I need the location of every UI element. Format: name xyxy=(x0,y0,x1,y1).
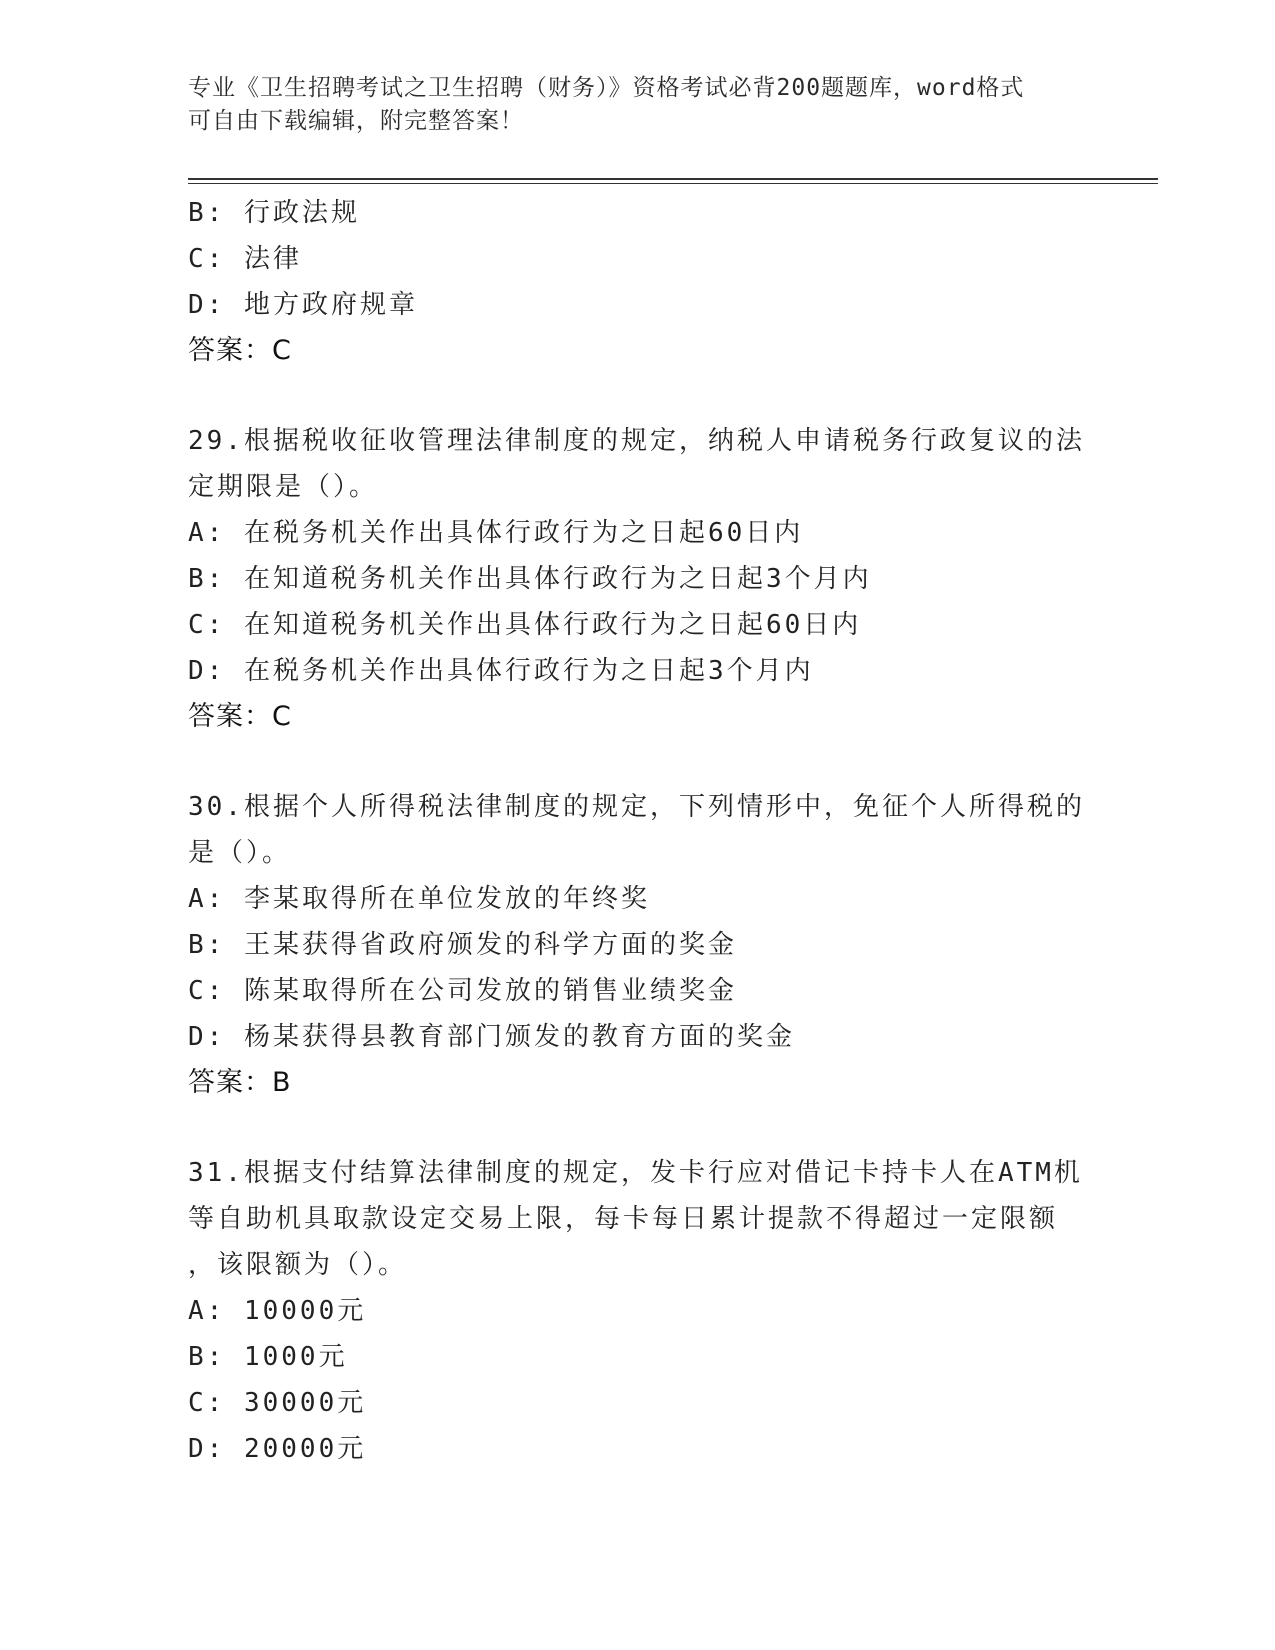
header-line-2: 可自由下载编辑，附完整答案！ xyxy=(188,108,524,134)
answer-line: 答案：C xyxy=(188,701,292,732)
option-b: B: 在知道税务机关作出具体行政行为之日起3个月内 xyxy=(188,564,872,594)
option-b: B: 王某获得省政府颁发的科学方面的奖金 xyxy=(188,930,737,960)
option-a: A: 李某取得所在单位发放的年终奖 xyxy=(188,884,650,914)
question-stem-line: 31.根据支付结算法律制度的规定，发卡行应对借记卡持卡人在ATM机 xyxy=(188,1158,1083,1188)
question-30 xyxy=(188,784,1088,1106)
option-c: C: 法律 xyxy=(188,244,302,274)
document-body xyxy=(188,190,1088,1472)
option-b: B: 行政法规 xyxy=(188,198,360,228)
answer-line: 答案：C xyxy=(188,335,292,366)
question-29 xyxy=(188,418,1088,740)
question-stem-line: ，该限额为（）。 xyxy=(188,1250,408,1280)
question-stem-line: 30.根据个人所得税法律制度的规定，下列情形中，免征个人所得税的 xyxy=(188,792,1085,822)
option-d: D: 在税务机关作出具体行政行为之日起3个月内 xyxy=(188,656,814,686)
question-31 xyxy=(188,1150,1088,1472)
option-c: C: 在知道税务机关作出具体行政行为之日起60日内 xyxy=(188,610,862,640)
option-c: C: 陈某取得所在公司发放的销售业绩奖金 xyxy=(188,976,737,1006)
option-a: A: 10000元 xyxy=(188,1296,367,1326)
option-a: A: 在税务机关作出具体行政行为之日起60日内 xyxy=(188,518,804,548)
option-d: D: 杨某获得县教育部门颁发的教育方面的奖金 xyxy=(188,1022,795,1052)
question-28-continuation xyxy=(188,190,1088,374)
answer-line: 答案：B xyxy=(188,1067,292,1098)
option-b: B: 1000元 xyxy=(188,1342,348,1372)
header-line-1: 专业《卫生招聘考试之卫生招聘（财务）》资格考试必背200题题库，word格式 xyxy=(188,75,1025,101)
question-stem-line: 是（）。 xyxy=(188,838,292,868)
header-divider xyxy=(188,178,1158,184)
question-stem-line: 定期限是（）。 xyxy=(188,472,379,502)
option-d: D: 地方政府规章 xyxy=(188,290,418,320)
document-header xyxy=(188,72,1068,138)
question-stem-line: 等自助机具取款设定交易上限，每卡每日累计提款不得超过一定限额 xyxy=(188,1204,1059,1234)
question-stem-line: 29.根据税收征收管理法律制度的规定，纳税人申请税务行政复议的法 xyxy=(188,426,1085,456)
option-d: D: 20000元 xyxy=(188,1434,367,1464)
option-c: C: 30000元 xyxy=(188,1388,367,1418)
